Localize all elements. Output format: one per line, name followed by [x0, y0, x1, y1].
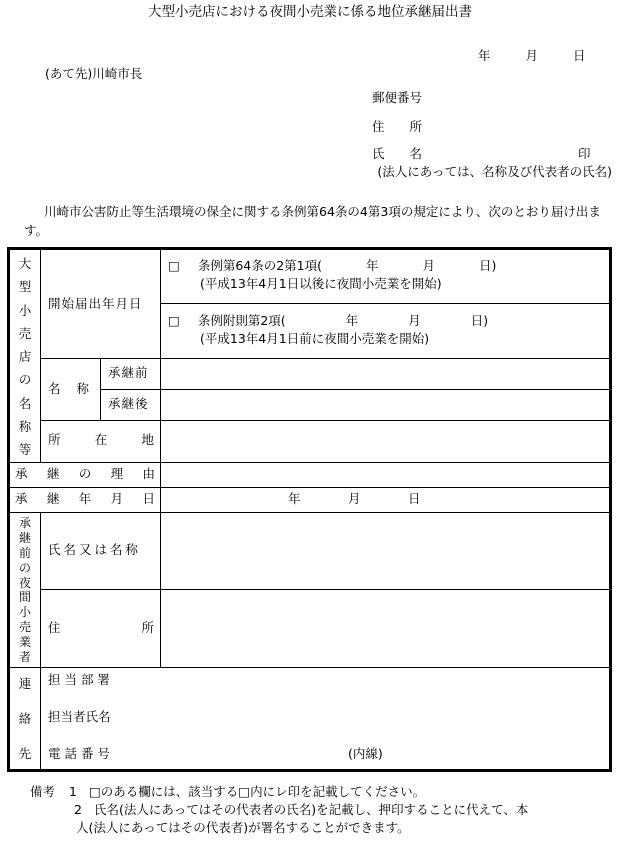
- option1-day: 日): [479, 258, 497, 273]
- before-succession-label: 承継前: [108, 365, 149, 380]
- after-succession-label: 承継後: [108, 396, 149, 411]
- divider: [100, 358, 101, 420]
- intro-text: 川崎市公害防止等生活環境の保全に関する条例第64条の4第3項の規定により、次のとおり届け出ます。: [24, 204, 601, 238]
- divider: [10, 462, 609, 463]
- seal-label: 印: [578, 146, 591, 161]
- previous-operator-label: 承 継 前 の 夜 間 小 売 業 者: [18, 516, 31, 664]
- divider: [100, 389, 609, 390]
- phone-label: 電 話 番 号: [48, 746, 110, 761]
- name-after-field[interactable]: [168, 393, 608, 419]
- person-in-charge-label: 担当者氏名: [48, 709, 111, 724]
- previous-name-label: 氏名又は名称: [48, 542, 142, 557]
- succession-month: 月: [348, 491, 361, 506]
- option2-text: 条例附則第2項(: [197, 313, 286, 328]
- option2-checkbox[interactable]: □: [168, 313, 180, 328]
- option1-row: [168, 260, 496, 273]
- option2-year: 年: [345, 313, 359, 328]
- remarks: 備考 1 □のある欄には、該当する□内にレ印を記載してください。 2 氏名(法人にあってはその代表者の氏名)を記載し、押印することに代えて、本 人(法人にあってはその代表者)が署名することができます。: [30, 783, 615, 837]
- corporation-note: (法人にあっては、名称及び代表者の氏名): [377, 164, 612, 179]
- remark-2: 氏名(法人にあってはその代表者の氏名)を記載し、押印することに代えて、本: [93, 802, 529, 817]
- succession-reason-field[interactable]: [168, 465, 608, 485]
- address-label: 住 所: [372, 119, 423, 134]
- divider: [10, 487, 609, 488]
- option1-checkbox[interactable]: □: [168, 258, 180, 273]
- divider: [10, 667, 609, 668]
- option2-note: (平成13年4月1日前に夜間小売業を開始): [200, 331, 430, 346]
- option1-month: 月: [422, 258, 436, 273]
- divider: [40, 358, 609, 359]
- remarks-heading: 備考: [30, 784, 56, 799]
- store-name-label: 名 称: [48, 381, 90, 396]
- divider: [10, 512, 609, 513]
- succession-reason-label: 承 継 の 理 由: [15, 466, 155, 481]
- day-label: 日: [573, 48, 586, 63]
- remark-2-continued: 人(法人にあってはその代表者)が署名することができます。: [76, 820, 410, 835]
- succession-date-label: 承 継 年 月 日: [15, 491, 155, 506]
- previous-name-field[interactable]: [168, 516, 608, 586]
- succession-year: 年: [288, 491, 301, 506]
- divider: [40, 250, 41, 462]
- department-label: 担 当 部 署: [48, 672, 110, 687]
- previous-address-field[interactable]: [168, 593, 608, 663]
- divider: [40, 512, 41, 769]
- month-label: 月: [525, 48, 539, 63]
- option2-day: 日): [470, 313, 489, 328]
- divider: [160, 250, 161, 667]
- option2-row: [168, 315, 488, 328]
- option1-year: 年: [366, 258, 379, 273]
- contact-label: 連 絡 先: [18, 676, 32, 761]
- option1-text: 条例第64条の2第1項(: [197, 258, 323, 273]
- document-title: 大型小売店における夜間小売業に係る地位承継届出書: [148, 4, 472, 20]
- location-label: 所 在 地: [48, 432, 154, 447]
- name-before-field[interactable]: [168, 362, 608, 388]
- store-section-label: 大 型 小 売 店 の 名 称 等: [18, 256, 32, 457]
- remark-1: □のある欄には、該当する□内にレ印を記載してください。: [88, 784, 426, 799]
- divider: [40, 420, 609, 421]
- name-label: 氏 名: [372, 146, 423, 161]
- addressee: (あて先)川崎市長: [45, 66, 143, 81]
- divider: [160, 303, 609, 304]
- succession-day: 日: [408, 491, 421, 506]
- submission-date: [478, 50, 586, 63]
- start-date-label: 開始届出年月日: [48, 296, 143, 311]
- year-label: 年: [478, 48, 491, 63]
- divider: [40, 589, 609, 590]
- postal-code-label: 郵便番号: [372, 90, 423, 105]
- extension-label: (内線): [348, 746, 383, 761]
- form-table: [7, 247, 612, 772]
- location-field[interactable]: [168, 424, 608, 460]
- option2-month: 月: [408, 313, 421, 328]
- option1-note: (平成13年4月1日以後に夜間小売業を開始): [200, 276, 442, 291]
- previous-address-label: 住 所: [48, 620, 154, 635]
